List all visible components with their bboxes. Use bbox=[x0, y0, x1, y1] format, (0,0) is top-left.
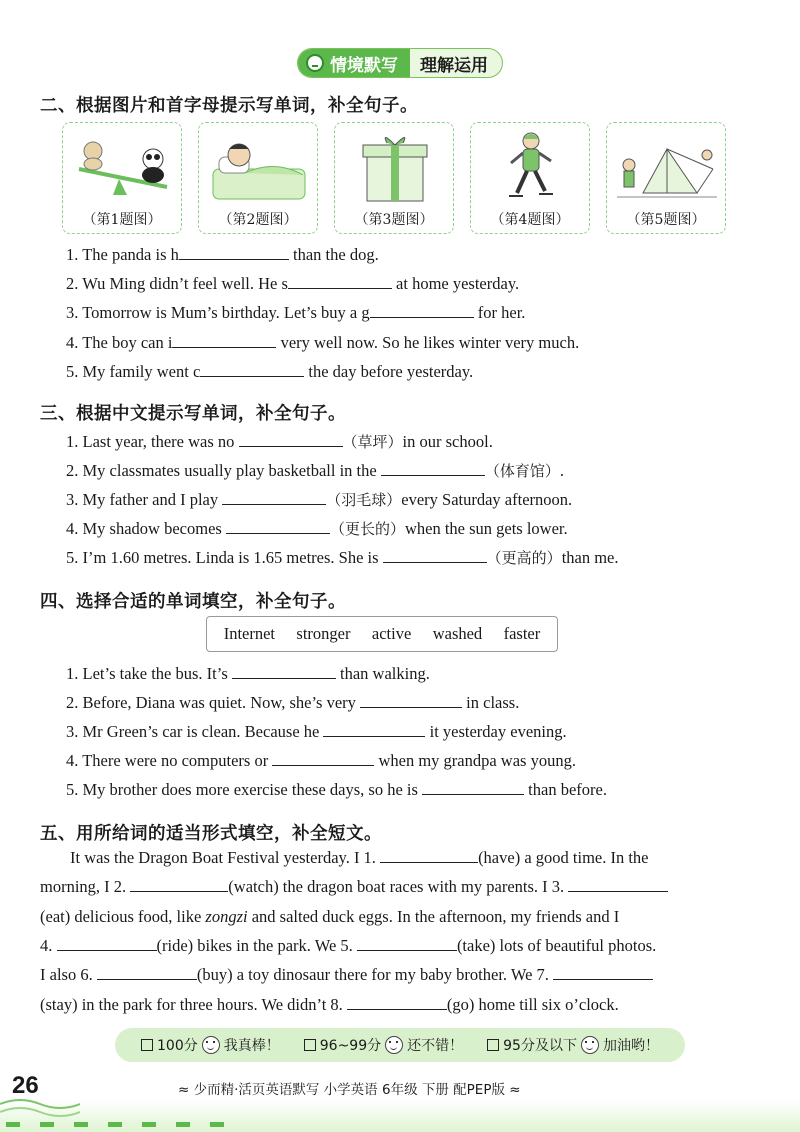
smiley-face-icon bbox=[202, 1036, 220, 1054]
smiley-face-icon bbox=[385, 1036, 403, 1054]
page-number: 26 bbox=[12, 1072, 39, 1099]
answer-blank[interactable] bbox=[347, 995, 447, 1010]
answer-blank[interactable] bbox=[288, 274, 392, 289]
s4-question-2: 2. Before, Diana was quiet. Now, she’s very in class. bbox=[66, 693, 520, 712]
answer-blank[interactable] bbox=[381, 461, 485, 476]
answer-blank[interactable] bbox=[200, 362, 304, 377]
section-5-title: 五、用所给词的适当形式填空，补全短文。 bbox=[40, 824, 382, 844]
s4-question-5: 5. My brother does more exercise these days, so he is than before. bbox=[66, 780, 607, 799]
picture-2 bbox=[198, 122, 318, 234]
section-badge bbox=[0, 48, 800, 78]
passage-line-1: It was the Dragon Boat Festival yesterday. I 1. (have) a good time. In the bbox=[70, 848, 649, 867]
s3-question-2: 2. My classmates usually play basketball in the （体育馆）. bbox=[66, 461, 564, 480]
answer-blank[interactable] bbox=[380, 848, 478, 863]
answer-blank[interactable] bbox=[179, 245, 289, 260]
answer-blank[interactable] bbox=[360, 693, 462, 708]
picture-caption-3: （第3题图） bbox=[354, 212, 434, 228]
picture-caption-4: （第4题图） bbox=[490, 212, 570, 228]
word-option: active bbox=[371, 624, 412, 643]
score-option-100[interactable]: 100分 我真棒！ bbox=[141, 1035, 280, 1055]
score-option-95-below[interactable]: 95分及以下 加油哟！ bbox=[487, 1035, 659, 1055]
passage-line-3: (eat) delicious food, like zongzi and salted duck eggs. In the afternoon, my friends and I bbox=[40, 907, 620, 926]
answer-blank[interactable] bbox=[222, 490, 326, 505]
ice-skater-illustration bbox=[477, 129, 585, 207]
answer-blank[interactable] bbox=[97, 965, 197, 980]
answer-blank[interactable] bbox=[239, 432, 343, 447]
picture-4 bbox=[470, 122, 590, 234]
word-option: faster bbox=[503, 624, 541, 643]
checkbox[interactable] bbox=[141, 1039, 153, 1051]
s3-question-3: 3. My father and I play （羽毛球）every Saturday afternoon. bbox=[66, 490, 573, 509]
word-option: Internet bbox=[223, 624, 276, 643]
s4-question-1: 1. Let’s take the bus. It’s than walking. bbox=[66, 664, 430, 683]
answer-blank[interactable] bbox=[272, 751, 374, 766]
answer-blank[interactable] bbox=[130, 877, 228, 892]
s4-question-4: 4. There were no computers or when my grandpa was young. bbox=[66, 751, 576, 770]
picture-row bbox=[62, 122, 726, 234]
badge-side-label: 理解运用 bbox=[420, 55, 488, 76]
seesaw-illustration bbox=[69, 129, 177, 207]
s3-question-4: 4. My shadow becomes （更长的）when the sun gets lower. bbox=[66, 519, 568, 538]
section-3-title: 三、根据中文提示写单词，补全句子。 bbox=[40, 404, 346, 424]
footer-book-info: ≈ 少而精·活页英语默写 小学英语 6年级 下册 配PEP版 ≈ bbox=[178, 1082, 521, 1098]
checkbox[interactable] bbox=[304, 1039, 316, 1051]
s2-question-5: 5. My family went c the day before yesterday. bbox=[66, 362, 474, 381]
answer-blank[interactable] bbox=[553, 965, 653, 980]
word-bank bbox=[206, 616, 558, 652]
picture-caption-5: （第5题图） bbox=[626, 212, 706, 228]
footer-dashes bbox=[6, 1122, 224, 1127]
gift-box-illustration bbox=[341, 129, 449, 207]
score-option-96-99[interactable]: 96~99分 还不错！ bbox=[304, 1035, 463, 1055]
answer-blank[interactable] bbox=[57, 936, 157, 951]
answer-blank[interactable] bbox=[383, 548, 487, 563]
passage-line-4: 4. (ride) bikes in the park. We 5. (take) lots of beautiful photos. bbox=[40, 936, 657, 955]
s3-question-1: 1. Last year, there was no （草坪）in our school. bbox=[66, 432, 493, 451]
checkbox[interactable] bbox=[487, 1039, 499, 1051]
s3-question-5: 5. I’m 1.60 metres. Linda is 1.65 metres. She is （更高的）than me. bbox=[66, 548, 619, 567]
answer-blank[interactable] bbox=[568, 877, 668, 892]
word-option: washed bbox=[432, 624, 483, 643]
s2-question-1: 1. The panda is h than the dog. bbox=[66, 245, 379, 264]
smiley-face-icon bbox=[581, 1036, 599, 1054]
section-2-title: 二、根据图片和首字母提示写单词，补全句子。 bbox=[40, 96, 418, 116]
self-assessment-bar bbox=[115, 1028, 685, 1062]
word-option: stronger bbox=[296, 624, 351, 643]
badge-icon bbox=[306, 54, 324, 72]
s2-question-4: 4. The boy can i very well now. So he likes winter very much. bbox=[66, 333, 580, 352]
picture-1 bbox=[62, 122, 182, 234]
passage-line-5: I also 6. (buy) a toy dinosaur there for my baby brother. We 7. bbox=[40, 965, 653, 985]
answer-blank[interactable] bbox=[370, 303, 474, 318]
camping-tent-illustration bbox=[613, 129, 721, 207]
picture-caption-1: （第1题图） bbox=[82, 212, 162, 228]
answer-blank[interactable] bbox=[232, 664, 336, 679]
picture-3 bbox=[334, 122, 454, 234]
answer-blank[interactable] bbox=[172, 333, 276, 348]
s4-question-3: 3. Mr Green’s car is clean. Because he it yesterday evening. bbox=[66, 722, 567, 741]
answer-blank[interactable] bbox=[357, 936, 457, 951]
answer-blank[interactable] bbox=[422, 780, 524, 795]
s2-question-2: 2. Wu Ming didn’t feel well. He s at home yesterday. bbox=[66, 274, 520, 293]
passage-line-2: morning, I 2. (watch) the dragon boat races with my parents. I 3. bbox=[40, 877, 668, 897]
picture-5 bbox=[606, 122, 726, 234]
badge-main-label: 情境默写 bbox=[330, 55, 398, 76]
footer-band bbox=[0, 1100, 800, 1132]
answer-blank[interactable] bbox=[323, 722, 425, 737]
section-4-title: 四、选择合适的单词填空，补全句子。 bbox=[40, 592, 346, 612]
passage-line-6: (stay) in the park for three hours. We didn’t 8. (go) home till six o’clock. bbox=[40, 995, 619, 1014]
answer-blank[interactable] bbox=[226, 519, 330, 534]
picture-caption-2: （第2题图） bbox=[218, 212, 298, 228]
s2-question-3: 3. Tomorrow is Mum’s birthday. Let’s buy a g for her. bbox=[66, 303, 526, 322]
sick-in-bed-illustration bbox=[205, 129, 313, 207]
